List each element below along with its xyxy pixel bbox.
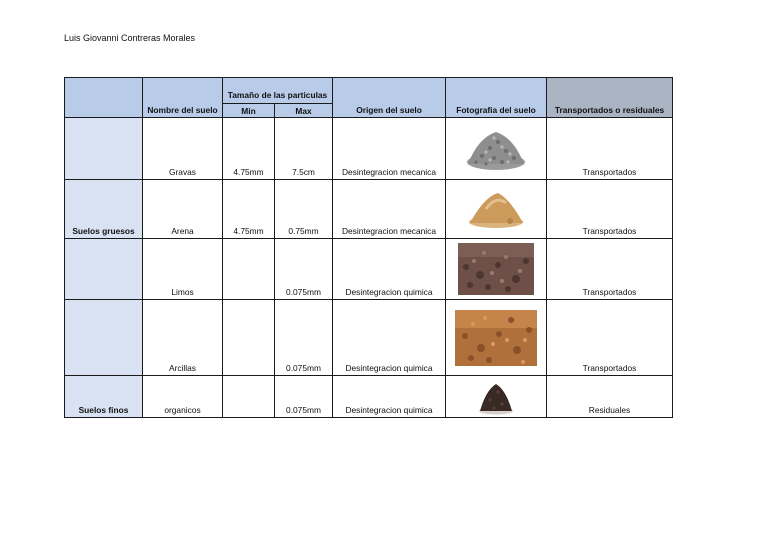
cell-nombre: Arcillas [143, 300, 223, 376]
cell-origen: Desintegracion mecanica [333, 118, 446, 180]
soil-table [64, 77, 673, 418]
gravel-pile-icon [464, 124, 528, 174]
cell-origen: Desintegracion quimica [333, 300, 446, 376]
cell-min: 4.75mm [223, 118, 275, 180]
cell-transporte: Transportados [547, 180, 673, 239]
cell-min: 4.75mm [223, 180, 275, 239]
table-row [65, 300, 673, 376]
table-row [65, 118, 673, 180]
header-tamano: Tamaño de las particulas [223, 78, 333, 104]
cell-photo [446, 239, 547, 300]
author-name: Luis Giovanni Contreras Morales [64, 33, 196, 43]
header-origen: Origen del suelo [333, 78, 446, 118]
category-spacer [65, 118, 143, 180]
header-row [65, 78, 673, 104]
table-row [65, 180, 673, 239]
cell-min [223, 239, 275, 300]
cell-max: 0.75mm [275, 180, 333, 239]
cell-nombre: organicos [143, 376, 223, 418]
cell-photo [446, 376, 547, 418]
category-gruesos: Suelos gruesos [65, 180, 143, 239]
cell-transporte: Transportados [547, 239, 673, 300]
category-finos: Suelos finos [65, 376, 143, 418]
cell-origen: Desintegracion quimica [333, 376, 446, 418]
cell-transporte: Transportados [547, 300, 673, 376]
sand-pile-icon [466, 187, 526, 231]
header-min: Min [223, 104, 275, 118]
cell-nombre: Limos [143, 239, 223, 300]
cell-max: 0.075mm [275, 376, 333, 418]
compost-pile-icon [476, 378, 516, 416]
header-corner [65, 78, 143, 118]
cell-photo [446, 300, 547, 376]
cell-nombre: Arena [143, 180, 223, 239]
cell-photo [446, 118, 547, 180]
cell-transporte: Residuales [547, 376, 673, 418]
table-row [65, 376, 673, 418]
header-transporte: Transportados o residuales [547, 78, 673, 118]
cell-photo [446, 180, 547, 239]
silt-ground-icon [458, 243, 534, 295]
header-foto: Fotografia del suelo [446, 78, 547, 118]
cell-origen: Desintegracion mecanica [333, 180, 446, 239]
header-max: Max [275, 104, 333, 118]
cell-transporte: Transportados [547, 118, 673, 180]
category-spacer [65, 239, 143, 300]
header-nombre: Nombre del suelo [143, 78, 223, 118]
cell-origen: Desintegracion quimica [333, 239, 446, 300]
clay-soil-icon [455, 310, 537, 366]
cell-min [223, 376, 275, 418]
cell-max: 0.075mm [275, 239, 333, 300]
table-row [65, 239, 673, 300]
cell-nombre: Gravas [143, 118, 223, 180]
cell-max: 0.075mm [275, 300, 333, 376]
category-spacer [65, 300, 143, 376]
cell-min [223, 300, 275, 376]
cell-max: 7.5cm [275, 118, 333, 180]
